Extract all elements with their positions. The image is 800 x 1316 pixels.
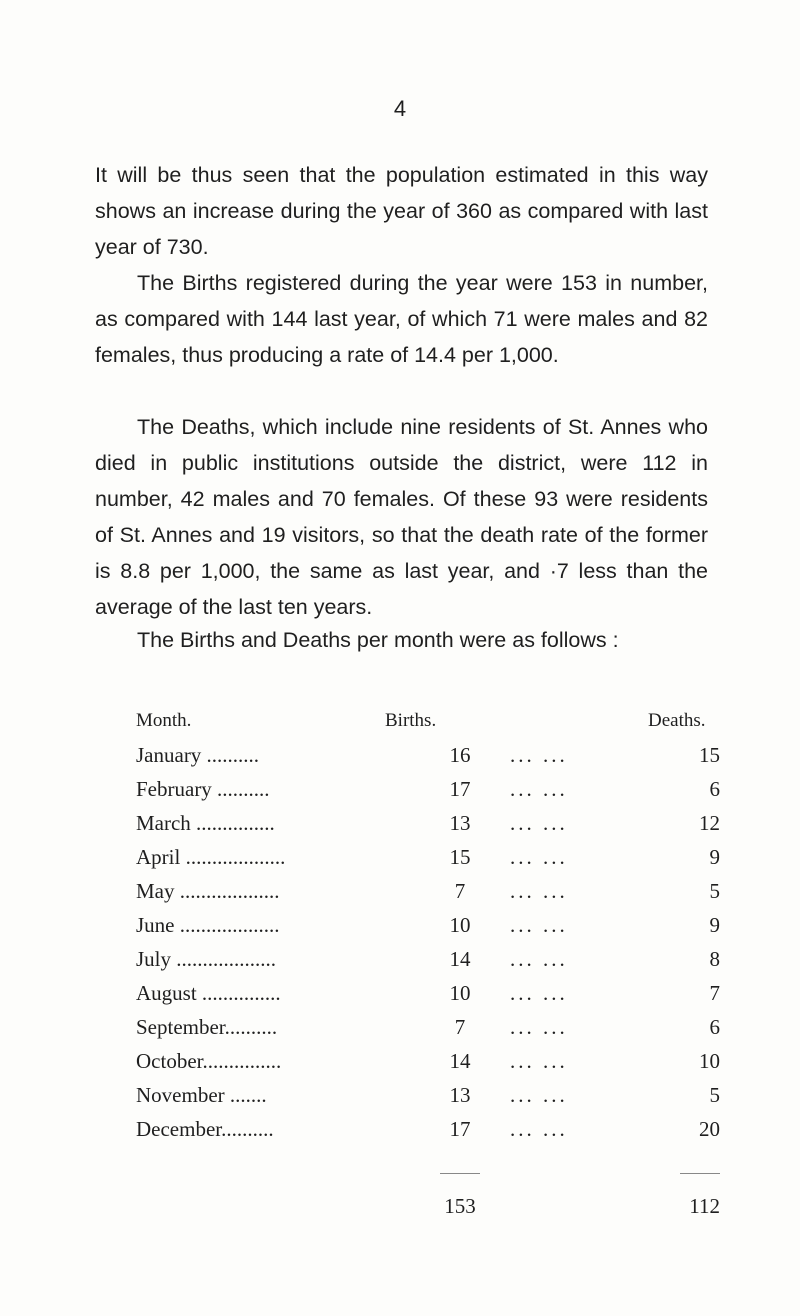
table-row (0, 845, 800, 879)
month-cell: December.......... (136, 1117, 274, 1141)
table-row (0, 811, 800, 845)
leader-dots: ... ... (510, 1015, 568, 1039)
table-row (0, 1015, 800, 1049)
table-row (0, 777, 800, 811)
births-cell: 13 (449, 1083, 471, 1107)
births-cell: 15 (449, 845, 471, 869)
deaths-cell: 15 (699, 743, 720, 767)
leader-dots: ... ... (510, 777, 568, 801)
month-cell: June ................... (136, 913, 280, 937)
table-row (0, 1117, 800, 1151)
births-cell: 7 (454, 879, 466, 903)
month-cell: September.......... (136, 1015, 278, 1039)
table-row (0, 947, 800, 981)
deaths-total-rule (680, 1173, 720, 1174)
births-cell: 13 (449, 811, 471, 835)
month-cell: March ............... (136, 811, 275, 835)
leader-dots: ... ... (510, 913, 568, 937)
header-births: Births. (385, 710, 437, 731)
deaths-cell: 12 (699, 811, 720, 835)
leader-dots: ... ... (510, 1083, 568, 1107)
month-cell: May ................... (136, 879, 280, 903)
paragraph-deaths: The Deaths, which include nine residents of St. Annes who died in public institutions outside the district, were 112 in number, 42 males and 70 females. Of these 93 were residents of St. Annes and 19 visitors, so that the death rate of the former is 8.8 per 1,000, the same as last year, and ·7 less than the average of the last ten years. (95, 415, 708, 619)
deaths-cell: 8 (709, 947, 720, 971)
births-cell: 17 (449, 1117, 471, 1141)
births-cell: 10 (449, 981, 471, 1005)
deaths-cell: 5 (709, 879, 720, 903)
table-row (0, 981, 800, 1015)
paragraph-population: It will be thus seen that the population estimated in this way shows an increase during the year of 360 as compared with last year of 730. (95, 163, 708, 259)
paragraph-table-intro: The Births and Deaths per month were as follows : (137, 628, 619, 652)
leader-dots: ... ... (510, 1049, 568, 1073)
deaths-total: 112 (689, 1194, 720, 1218)
leader-dots: ... ... (510, 947, 568, 971)
births-cell: 16 (449, 743, 471, 767)
leader-dots: ... ... (510, 743, 568, 767)
births-total-rule (440, 1173, 480, 1174)
paragraph-births: The Births registered during the year were 153 in number, as compared with 144 last year, of which 71 were males and 82 females, thus producing a rate of 14.4 per 1,000. (95, 271, 708, 367)
month-cell: February .......... (136, 777, 270, 801)
births-cell: 17 (449, 777, 471, 801)
leader-dots: ... ... (510, 845, 568, 869)
month-cell: July ................... (136, 947, 277, 971)
month-cell: January .......... (136, 743, 260, 767)
deaths-cell: 9 (709, 845, 720, 869)
births-cell: 14 (449, 1049, 471, 1073)
births-cell: 10 (449, 913, 471, 937)
header-deaths: Deaths. (648, 710, 706, 731)
table-row (0, 1083, 800, 1117)
births-cell: 7 (454, 1015, 466, 1039)
leader-dots: ... ... (510, 879, 568, 903)
month-cell: November ....... (136, 1083, 267, 1107)
table-row (0, 913, 800, 947)
deaths-cell: 6 (709, 1015, 720, 1039)
table-row (0, 1049, 800, 1083)
deaths-cell: 20 (699, 1117, 720, 1141)
totals-row (0, 1194, 800, 1228)
deaths-cell: 6 (709, 777, 720, 801)
header-month: Month. (136, 710, 192, 731)
leader-dots: ... ... (510, 811, 568, 835)
table-row (0, 743, 800, 777)
page-number: 4 (393, 96, 407, 121)
month-cell: April ................... (136, 845, 286, 869)
births-total: 153 (444, 1194, 476, 1218)
deaths-cell: 7 (709, 981, 720, 1005)
deaths-cell: 5 (709, 1083, 720, 1107)
births-cell: 14 (449, 947, 471, 971)
month-cell: October............... (136, 1049, 282, 1073)
leader-dots: ... ... (510, 1117, 568, 1141)
deaths-cell: 9 (709, 913, 720, 937)
leader-dots: ... ... (510, 981, 568, 1005)
month-cell: August ............... (136, 981, 281, 1005)
deaths-cell: 10 (699, 1049, 720, 1073)
table-row (0, 879, 800, 913)
